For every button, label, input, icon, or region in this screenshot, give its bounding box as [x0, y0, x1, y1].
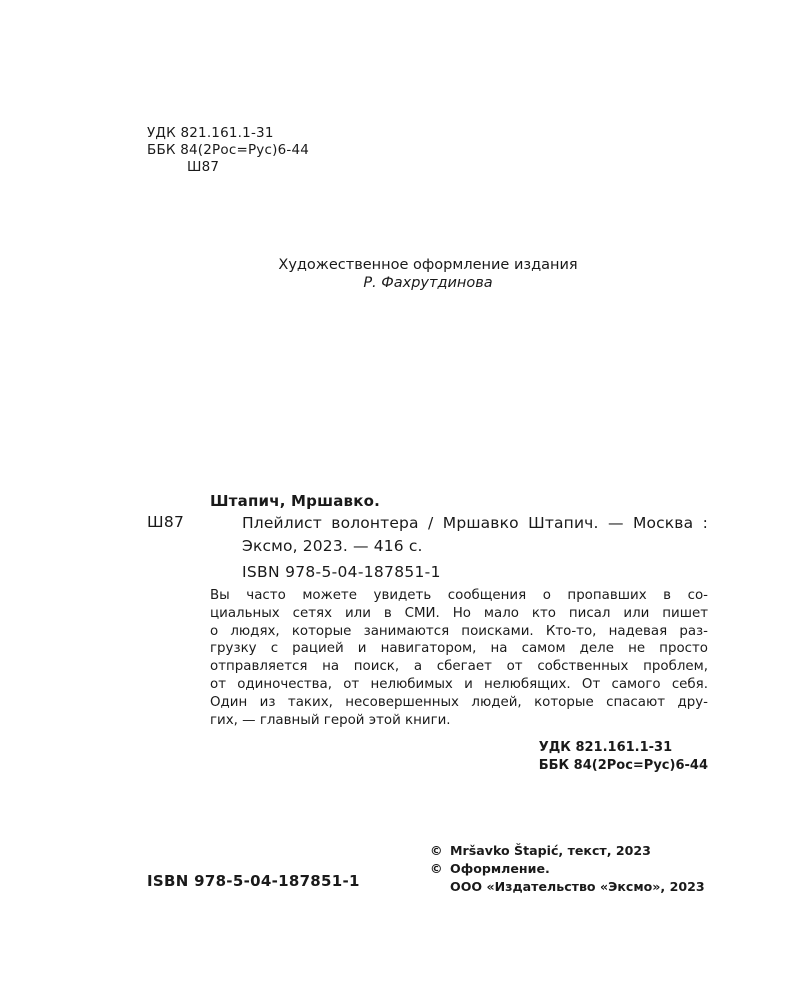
catalog-title-line: Плейлист волонтера / Мршавко Штапич. — Москва : Эксмо, 2023. — 416 с. [242, 514, 708, 555]
author-mark-top: Ш87 [187, 159, 220, 175]
annotation-line: гих, — главный герой этой книги. [210, 712, 451, 728]
copyright-design-text: Оформление. [450, 861, 550, 876]
copyright-symbol: © [430, 843, 443, 858]
annotation-line: о людях, которые занимаются поисками. Кто-то, надевая раз- [210, 623, 708, 639]
annotation-line: Вы часто можете увидеть сообщения о пропавших в со- [210, 588, 708, 603]
copyright-symbol: © [430, 861, 443, 876]
design-credit-name: Р. Фахрутдинова [363, 275, 493, 291]
copyright-publisher-text: ООО «Издательство «Эксмо», 2023 [450, 879, 705, 894]
isbn-bottom: ISBN 978-5-04-187851-1 [147, 872, 360, 890]
copyright-line-publisher [430, 878, 705, 896]
catalog-isbn: ISBN 978-5-04-187851-1 [242, 563, 441, 581]
annotation-line: отправляется на поиск, а сбегает от собственных проблем, [210, 659, 708, 675]
annotation-line: от одиночества, от нелюбимых и нелюбящих. От самого себя. [210, 676, 708, 692]
catalog-author: Штапич, Мршавко. [210, 492, 381, 510]
catalog-annotation [210, 587, 708, 729]
annotation-line: грузку с рацией и навигатором, на самом деле не просто [210, 641, 708, 657]
bbk-code-top: ББК 84(2Рос=Рус)6-44 [147, 142, 310, 158]
catalog-udk: УДК 821.161.1-31 [538, 740, 673, 755]
copyright-line-author [430, 842, 705, 860]
annotation-line: Один из таких, несовершенных людей, которые спасают дру- [210, 694, 708, 710]
annotation-line: циальных сетях или в СМИ. Но мало кто писал или пишет [210, 605, 708, 621]
catalog-bbk: ББК 84(2Рос=Рус)6-44 [538, 758, 708, 773]
catalog-call-mark: Ш87 [147, 513, 185, 531]
udk-code-top: УДК 821.161.1-31 [147, 125, 274, 141]
copyright-line-design [430, 860, 705, 878]
design-credit-label: Художественное оформление издания [278, 257, 578, 273]
catalog-codes [539, 739, 708, 775]
copyright-block [430, 842, 705, 896]
copyright-author-text: Mršavko Štapić, текст, 2023 [450, 843, 651, 858]
